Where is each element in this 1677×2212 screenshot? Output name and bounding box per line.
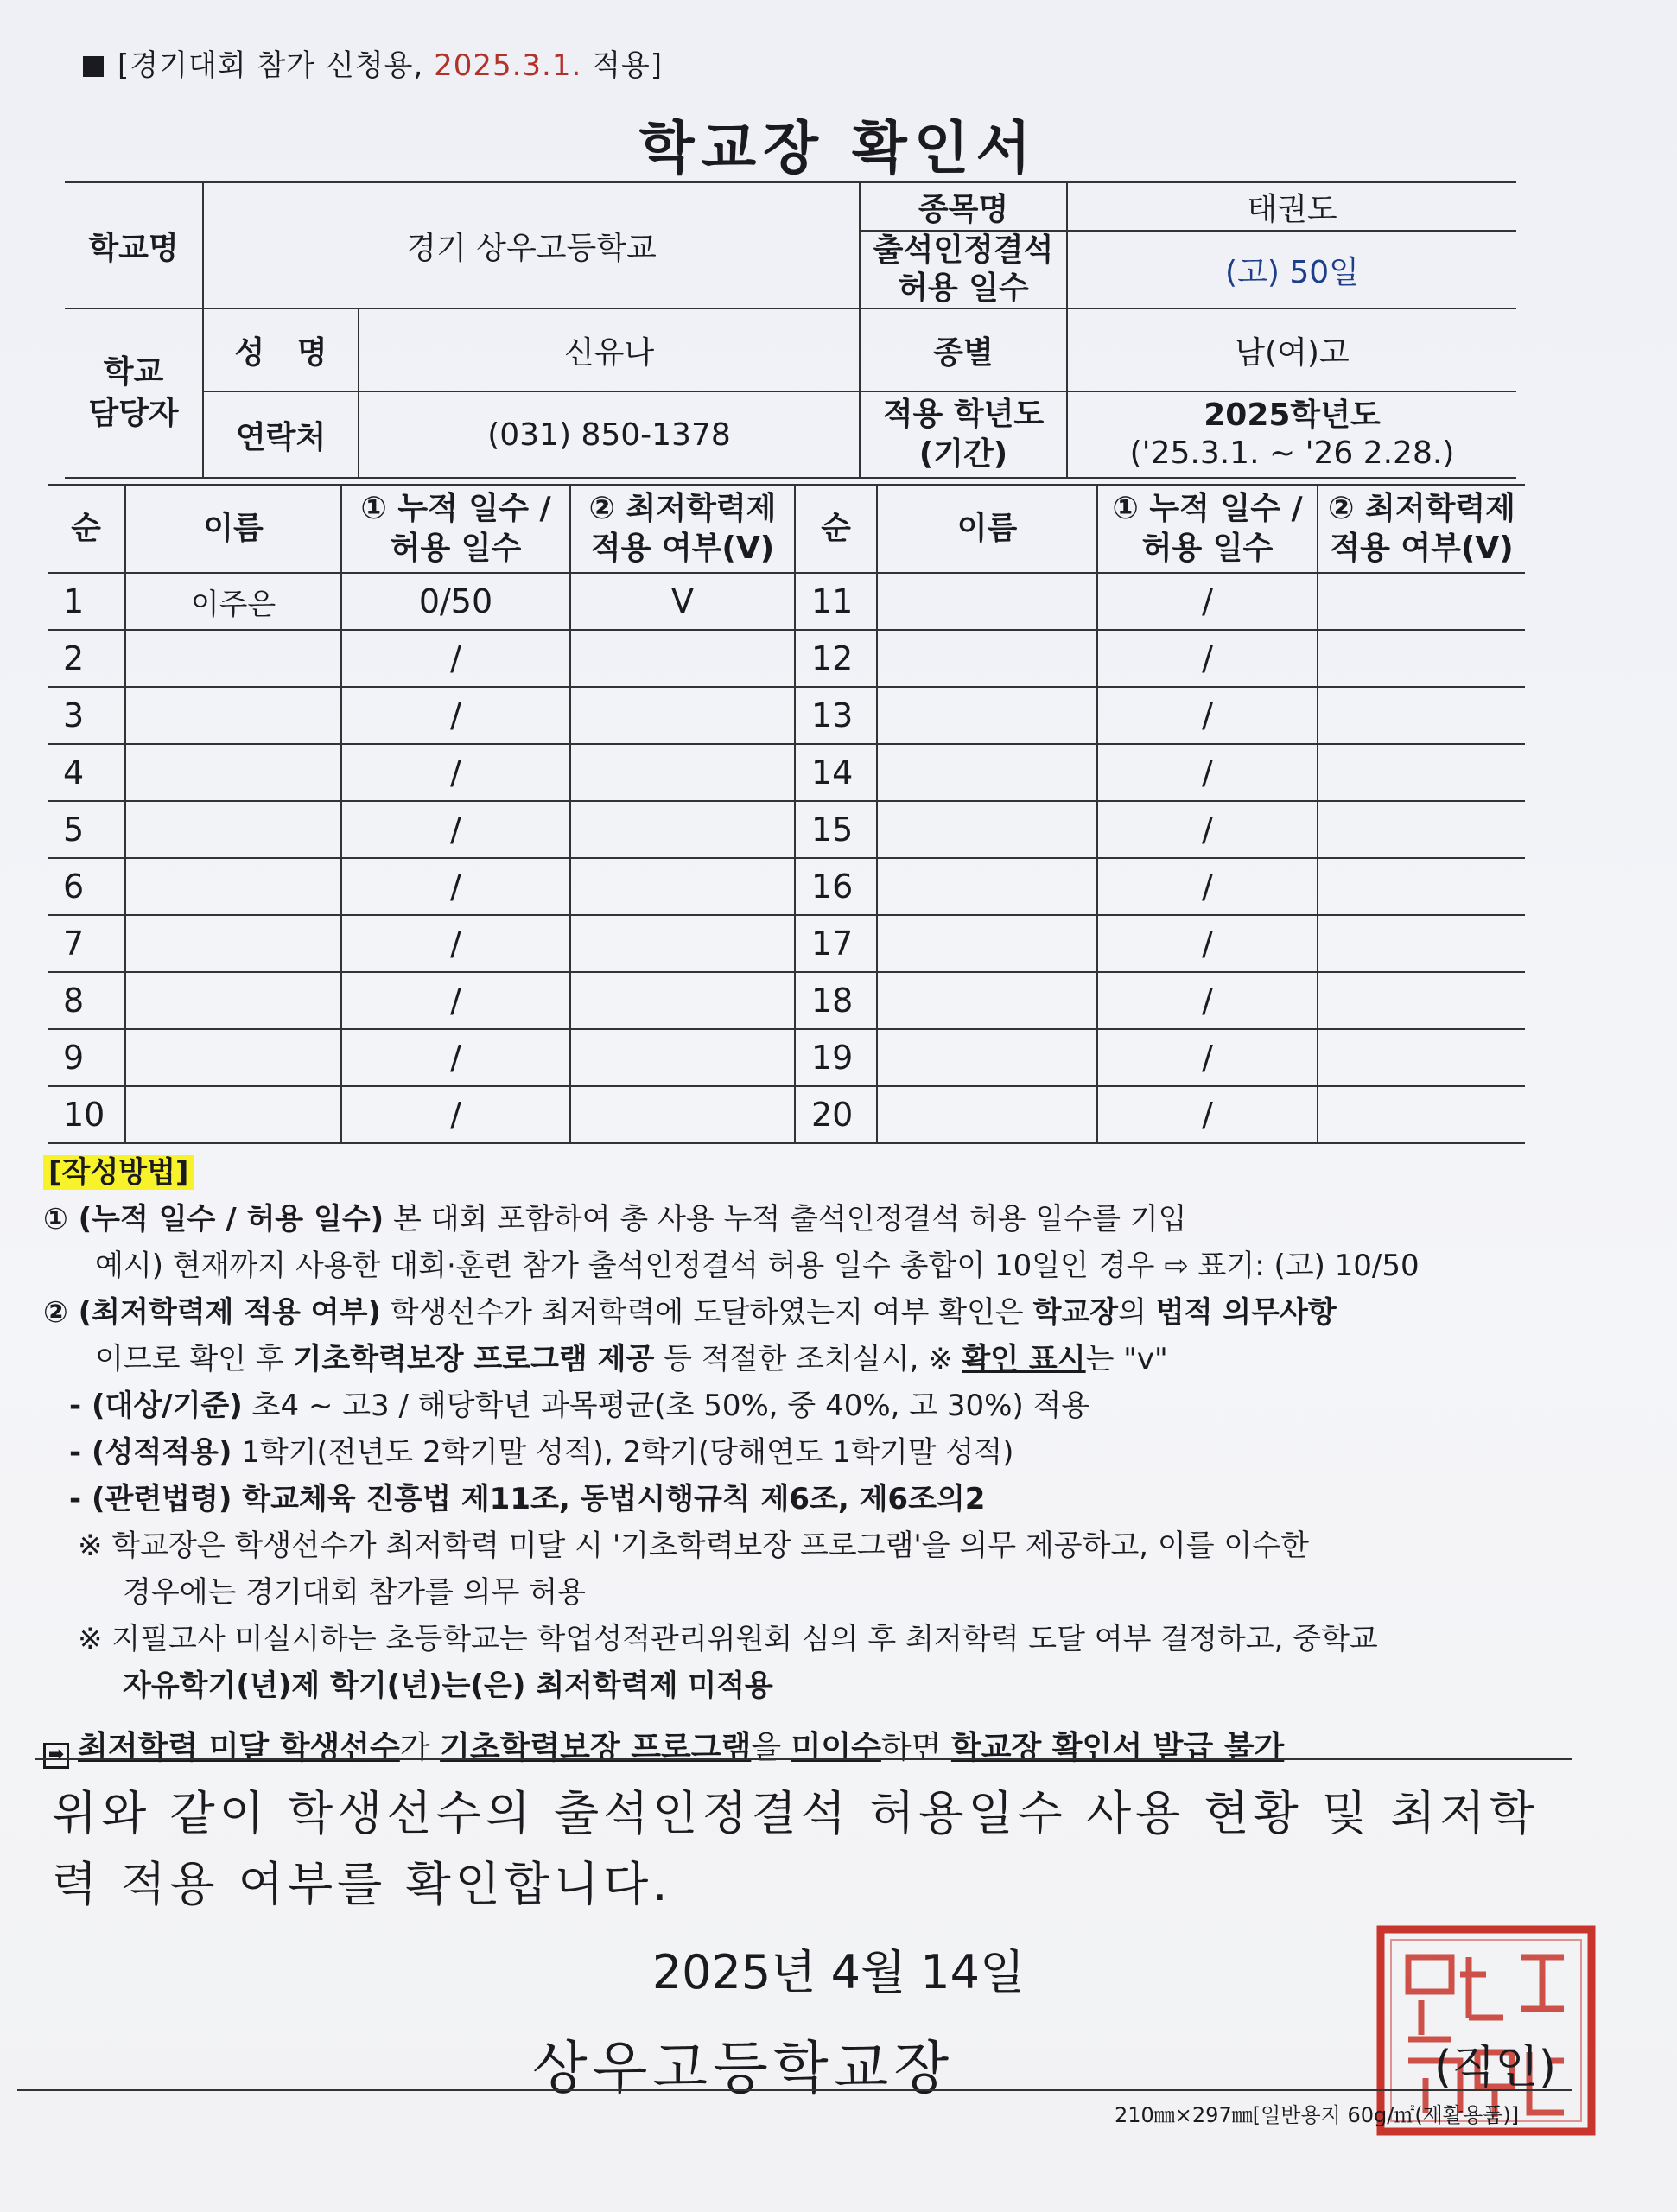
row-min bbox=[1318, 915, 1525, 972]
item1-head: ① (누적 일수 / 허용 일수) bbox=[43, 1202, 384, 1236]
row-days: / bbox=[341, 1086, 570, 1143]
year-period: ('25.3.1. ~ '26 2.28.) bbox=[1129, 435, 1455, 471]
row-min bbox=[1318, 858, 1525, 915]
row-days: / bbox=[1097, 801, 1318, 858]
table-row bbox=[48, 1029, 1525, 1086]
note2-line2: 자유학기(년)제 학기(년)는(은) 최저학력제 미적용 bbox=[123, 1669, 773, 1703]
item2-bold2: 법적 의무사항 bbox=[1155, 1295, 1337, 1330]
contact-name-value: 신유나 bbox=[359, 308, 860, 391]
footer-line bbox=[17, 2089, 1572, 2091]
col-days-right: ① 누적 일수 / 허용 일수 bbox=[1097, 485, 1318, 573]
table-row bbox=[48, 858, 1525, 915]
principal-signature: 상우고등학교장 bbox=[531, 2035, 955, 2101]
info-table bbox=[65, 181, 1516, 479]
row-min bbox=[570, 858, 795, 915]
row-days: / bbox=[1097, 687, 1318, 744]
event-value: 태권도 bbox=[1067, 182, 1516, 231]
row-name bbox=[877, 858, 1097, 915]
tag-prefix: [경기대회 참가 신청용, bbox=[118, 48, 435, 83]
event-label: 종목명 bbox=[860, 182, 1067, 231]
col-min-left: ② 최저학력제 적용 여부(V) bbox=[570, 485, 795, 573]
row-no: 20 bbox=[795, 1086, 877, 1143]
row-no: 7 bbox=[48, 915, 125, 972]
square-bullet-icon bbox=[83, 56, 104, 77]
item1-text: 본 대회 포함하여 총 사용 누적 출석인정결석 허용 일수를 기입 bbox=[384, 1202, 1187, 1236]
instructions bbox=[43, 1149, 1581, 1771]
row-days: / bbox=[341, 630, 570, 687]
row-days: / bbox=[341, 858, 570, 915]
col-no-left: 순 bbox=[48, 485, 125, 573]
item2-text1: 학생선수가 최저학력에 도달하였는지 여부 확인은 bbox=[380, 1295, 1033, 1330]
final-a: 최저학력 미달 학생선수 bbox=[78, 1730, 400, 1765]
row-name bbox=[877, 1029, 1097, 1086]
dash3-text: 학교체육 진흥법 제11조, 동법시행규칙 제6조, 제6조의2 bbox=[232, 1482, 986, 1516]
dash2-head: - (성적적용) bbox=[69, 1435, 232, 1470]
row-name bbox=[125, 744, 341, 801]
row-min bbox=[1318, 972, 1525, 1029]
row-min bbox=[570, 1086, 795, 1143]
item2-bold3: 기초학력보장 프로그램 제공 bbox=[293, 1342, 655, 1376]
row-days: / bbox=[1097, 858, 1318, 915]
table-row bbox=[48, 630, 1525, 687]
table-row bbox=[48, 801, 1525, 858]
row-no: 8 bbox=[48, 972, 125, 1029]
row-days: / bbox=[1097, 972, 1318, 1029]
row-min bbox=[1318, 1086, 1525, 1143]
item1-example: 예시) 현재까지 사용한 대회·훈련 참가 출석인정결석 허용 일수 총합이 10일인 경우 ⇨ 표기: (고) 10/50 bbox=[95, 1249, 1420, 1283]
item2-bold1: 학교장 bbox=[1032, 1295, 1119, 1330]
row-no: 3 bbox=[48, 687, 125, 744]
final-f: 하면 bbox=[880, 1730, 951, 1765]
kind-label: 종별 bbox=[860, 308, 1067, 391]
row-no: 17 bbox=[795, 915, 877, 972]
row-name bbox=[125, 1029, 341, 1086]
dash1-head: - (대상/기준) bbox=[69, 1389, 243, 1423]
final-c: 기초학력보장 프로그램 bbox=[440, 1730, 752, 1765]
tag-date: 2025.3.1. bbox=[434, 48, 582, 83]
document-title: 학교장 확인서 bbox=[638, 115, 1039, 181]
athlete-table bbox=[48, 484, 1525, 1144]
item2-head: ② (최저학력제 적용 여부) bbox=[43, 1295, 381, 1330]
row-min bbox=[570, 1029, 795, 1086]
divider-line bbox=[35, 1758, 1572, 1760]
row-days: / bbox=[341, 687, 570, 744]
row-no: 5 bbox=[48, 801, 125, 858]
row-no: 1 bbox=[48, 573, 125, 630]
row-min bbox=[570, 801, 795, 858]
school-label: 학교명 bbox=[65, 182, 203, 308]
row-name bbox=[125, 972, 341, 1029]
row-min bbox=[1318, 687, 1525, 744]
instructions-heading: [작성방법] bbox=[43, 1155, 194, 1190]
row-name bbox=[877, 687, 1097, 744]
dash1-text: 초4 ~ 고3 / 해당학년 과목평균(초 50%, 중 40%, 고 30%) 적용 bbox=[242, 1389, 1090, 1423]
table-row bbox=[48, 1086, 1525, 1143]
row-name bbox=[877, 801, 1097, 858]
row-no: 13 bbox=[795, 687, 877, 744]
final-warning bbox=[43, 1725, 1581, 1771]
dash3-head: - (관련법령) bbox=[69, 1482, 232, 1516]
year-value: 2025학년도 bbox=[1204, 397, 1381, 433]
col-name-left: 이름 bbox=[125, 485, 341, 573]
row-name: 이주은 bbox=[125, 573, 341, 630]
item2-line2c: 는 "v" bbox=[1085, 1342, 1168, 1376]
row-days: / bbox=[341, 744, 570, 801]
issue-date: 2025년 4월 14일 bbox=[651, 1945, 1026, 1999]
note2-line1: ※ 지필고사 미실시하는 초등학교는 학업성적관리위원회 심의 후 최저학력 도달 여부 결정하고, 중학교 bbox=[78, 1622, 1378, 1656]
form-usage-tag bbox=[83, 41, 663, 84]
arrow-box-icon: ➡ bbox=[43, 1743, 69, 1769]
table-row bbox=[48, 915, 1525, 972]
row-name bbox=[125, 687, 341, 744]
row-no: 11 bbox=[795, 573, 877, 630]
contact-group-label: 학교 담당자 bbox=[65, 308, 203, 478]
row-name bbox=[125, 801, 341, 858]
col-days-left: ① 누적 일수 / 허용 일수 bbox=[341, 485, 570, 573]
row-name bbox=[877, 573, 1097, 630]
row-min bbox=[570, 915, 795, 972]
row-days: 0/50 bbox=[341, 573, 570, 630]
year-label: 적용 학년도 (기간) bbox=[860, 391, 1067, 478]
row-min bbox=[570, 972, 795, 1029]
row-days: / bbox=[341, 915, 570, 972]
allowed-days-label: 출석인정결석 허용 일수 bbox=[860, 231, 1067, 308]
row-no: 2 bbox=[48, 630, 125, 687]
dash2-text: 1학기(전년도 2학기말 성적), 2학기(당해연도 1학기말 성적) bbox=[232, 1435, 1014, 1470]
row-name bbox=[877, 744, 1097, 801]
row-name bbox=[877, 1086, 1097, 1143]
item2-bold4: 확인 표시 bbox=[962, 1342, 1086, 1376]
row-min bbox=[570, 630, 795, 687]
seal-note: (직인) bbox=[1434, 2042, 1557, 2094]
school-value: 경기 상우고등학교 bbox=[203, 182, 860, 308]
row-no: 12 bbox=[795, 630, 877, 687]
kind-value: 남(여)고 bbox=[1067, 308, 1516, 391]
name-label: 성 명 bbox=[203, 308, 359, 391]
final-d: 을 bbox=[751, 1730, 791, 1765]
final-e: 미이수 bbox=[791, 1730, 881, 1765]
row-min bbox=[1318, 744, 1525, 801]
year-cell bbox=[1067, 391, 1516, 478]
col-name-right: 이름 bbox=[877, 485, 1097, 573]
row-min bbox=[1318, 1029, 1525, 1086]
note1-line1: ※ 학교장은 학생선수가 최저학력 미달 시 '기초학력보장 프로그램'을 의무 제공하고, 이를 이수한 bbox=[78, 1529, 1309, 1563]
note1-line2: 경우에는 경기대회 참가를 의무 허용 bbox=[123, 1575, 586, 1610]
table-row bbox=[48, 744, 1525, 801]
table-row bbox=[48, 573, 1525, 630]
row-days: / bbox=[341, 1029, 570, 1086]
row-no: 10 bbox=[48, 1086, 125, 1143]
row-no: 18 bbox=[795, 972, 877, 1029]
row-name bbox=[125, 915, 341, 972]
row-days: / bbox=[1097, 573, 1318, 630]
item2-text2: 의 bbox=[1118, 1295, 1156, 1330]
row-min bbox=[570, 744, 795, 801]
col-no-right: 순 bbox=[795, 485, 877, 573]
row-no: 19 bbox=[795, 1029, 877, 1086]
row-name bbox=[877, 972, 1097, 1029]
row-days: / bbox=[1097, 630, 1318, 687]
row-name bbox=[877, 915, 1097, 972]
row-min: V bbox=[570, 573, 795, 630]
row-no: 6 bbox=[48, 858, 125, 915]
item2-line2b: 등 적절한 조치실시, ※ bbox=[654, 1342, 962, 1376]
tag-suffix: 적용] bbox=[581, 48, 664, 83]
row-name bbox=[125, 858, 341, 915]
table-row bbox=[48, 687, 1525, 744]
row-no: 14 bbox=[795, 744, 877, 801]
final-b: 가 bbox=[399, 1730, 441, 1765]
row-days: / bbox=[1097, 1086, 1318, 1143]
row-days: / bbox=[1097, 1029, 1318, 1086]
row-min bbox=[1318, 573, 1525, 630]
phone-label: 연락처 bbox=[203, 391, 359, 478]
row-name bbox=[125, 630, 341, 687]
paper-spec: 210㎜×297㎜[일반용지 60g/㎡(재활용품)] bbox=[1115, 2103, 1520, 2127]
table-row bbox=[48, 972, 1525, 1029]
phone-value: (031) 850-1378 bbox=[359, 391, 860, 478]
row-no: 15 bbox=[795, 801, 877, 858]
row-no: 16 bbox=[795, 858, 877, 915]
row-min bbox=[1318, 801, 1525, 858]
row-days: / bbox=[341, 972, 570, 1029]
final-g: 학교장 확인서 발급 불가 bbox=[950, 1730, 1285, 1765]
row-days: / bbox=[1097, 915, 1318, 972]
item2-line2a: 이므로 확인 후 bbox=[95, 1342, 294, 1376]
row-no: 9 bbox=[48, 1029, 125, 1086]
allowed-days-value: (고) 50일 bbox=[1067, 231, 1516, 308]
row-name bbox=[125, 1086, 341, 1143]
row-min bbox=[570, 687, 795, 744]
row-days: / bbox=[1097, 744, 1318, 801]
row-min bbox=[1318, 630, 1525, 687]
confirmation-statement: 위와 같이 학생선수의 출석인정결석 허용일수 사용 현황 및 최저학력 적용 여부를 확인합니다. bbox=[52, 1786, 1539, 1911]
row-days: / bbox=[341, 801, 570, 858]
row-no: 4 bbox=[48, 744, 125, 801]
col-min-right: ② 최저학력제 적용 여부(V) bbox=[1318, 485, 1525, 573]
row-name bbox=[877, 630, 1097, 687]
